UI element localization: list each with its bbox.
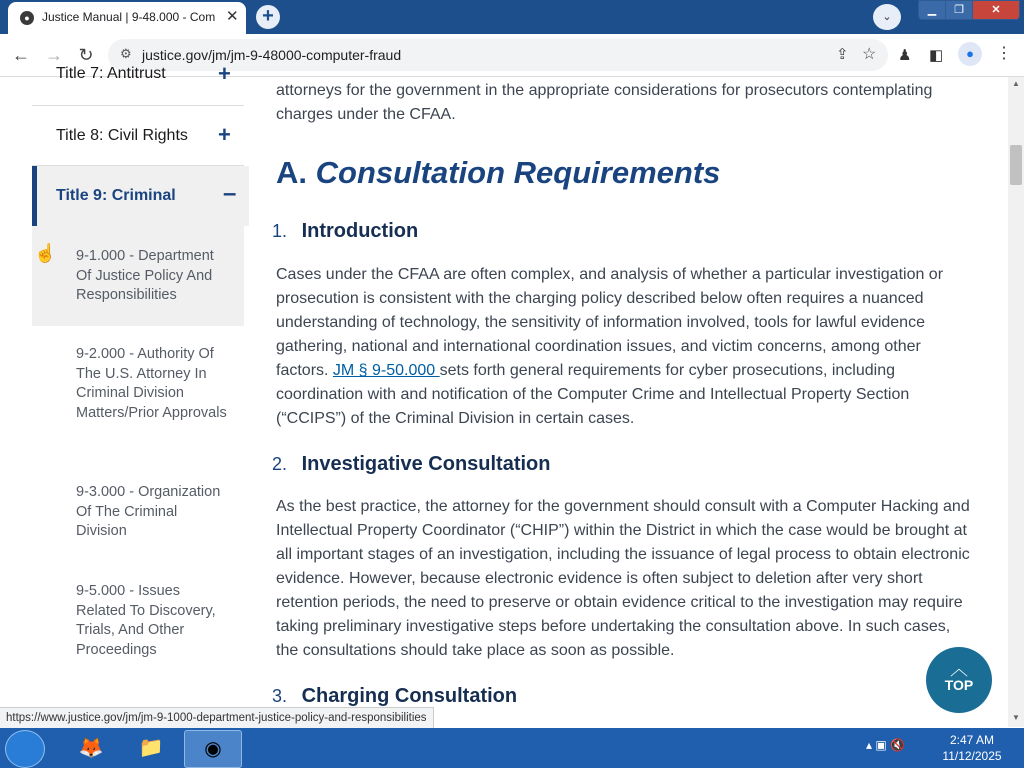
paragraph-text: sets forth general requirements for cyber prosecutions, including coordination with and notification of the Computer Crime and Intellectual Property Section (“CCIPS”) of the Criminal Division in certain cases. [276, 362, 910, 427]
subsection-title: Investigative Consultation [301, 453, 551, 475]
hand-cursor-icon: ☝ [34, 243, 57, 263]
back-button[interactable]: ← [12, 45, 30, 65]
sidebar-item-9-3000[interactable] [32, 483, 244, 543]
volume-muted-icon[interactable]: 🔇 [890, 738, 906, 752]
taskbar-app-icon[interactable]: 🦊 [78, 737, 104, 759]
tab-title: Justice Manual | 9-48.000 - Com [42, 10, 216, 24]
link-status-bar: https://www.justice.gov/jm/jm-9-1000-department-justice-policy-and-responsibilities [0, 707, 434, 729]
tab-close-icon[interactable]: ✕ [226, 8, 239, 25]
sidebar-nav [32, 61, 244, 707]
forward-button[interactable]: → [45, 45, 63, 65]
browser-tab[interactable] [8, 2, 246, 34]
window-maximize-button[interactable]: ❐ [945, 0, 973, 20]
sidebar-title-8-label: Title 8: Civil Rights [56, 127, 188, 144]
subsection-title: Charging Consultation [301, 685, 518, 707]
profile-avatar-icon[interactable]: ● [958, 42, 982, 66]
tray-expand-icon[interactable]: ▴ [866, 738, 873, 752]
heading-title: Consultation Requirements [315, 155, 721, 190]
clock-time: 2:47 AM [949, 733, 995, 747]
start-button[interactable] [5, 730, 45, 768]
introduction-paragraph [276, 263, 976, 431]
jm-9-50000-link[interactable]: JM § 9-50.000 [332, 362, 440, 379]
page-viewport [0, 61, 1008, 707]
sidebar-item-label[interactable]: 9-3.000 - Organization Of The Criminal Division [76, 484, 221, 539]
subsection-number: 3. [272, 686, 288, 706]
sidebar-item-9-2000[interactable] [32, 345, 244, 445]
taskbar-clock[interactable] [936, 732, 1008, 764]
site-info-icon[interactable]: ⚙ [120, 46, 132, 61]
url-text[interactable]: justice.gov/jm/jm-9-48000-computer-fraud [142, 47, 402, 63]
section-heading-a [276, 155, 720, 191]
tab-search-button[interactable]: ⌄ [873, 4, 901, 30]
subsection-title: Introduction [301, 220, 419, 242]
window-close-button[interactable]: ✕ [972, 0, 1020, 20]
sidebar-item-label[interactable]: 9-2.000 - Authority Of The U.S. Attorney In Criminal Division Matters/Prior Approvals [76, 346, 227, 421]
chrome-browser-icon[interactable]: ◉ [184, 730, 242, 768]
collapse-icon[interactable]: – [223, 180, 237, 207]
chevron-up-icon: ︿ [950, 659, 968, 679]
back-to-top-button[interactable] [926, 647, 992, 713]
back-to-top-label: TOP [944, 677, 974, 693]
subsection-number: 1. [272, 221, 288, 241]
sidebar-title-7[interactable] [32, 47, 244, 106]
new-tab-button[interactable]: + [256, 5, 280, 29]
doj-seal-icon: ● [20, 11, 34, 25]
sidebar-title-7-label: Title 7: Antitrust [56, 65, 166, 82]
subsection-heading-3 [272, 685, 517, 708]
extension-icon[interactable]: ♟ [898, 47, 912, 64]
system-tray[interactable] [866, 738, 905, 752]
investigative-consultation-paragraph: As the best practice, the attorney for the government should consult with a Computer Hacking and Intellectual Property Coordinator (“CHIP”) within the District in which the case would be brought at all important stages of an investigation, including the issuance of legal process to obtain electronic evidence. However, because electronic evidence is often subject to deletion after very short retention periods, the need to preserve or obtain evidence critical to the investigation may require taking preliminary investigative steps before undertaking the consultation above. In such cases, the consultations should take place as soon as possible. [276, 498, 970, 659]
browser-titlebar [0, 0, 1024, 34]
scrollbar-thumb[interactable] [1010, 145, 1022, 185]
share-icon[interactable]: ⇪ [836, 46, 849, 63]
sidebar-item-9-1000[interactable] [32, 226, 244, 326]
sidebar-item-label[interactable]: 9-1.000 - Department Of Justice Policy And Responsibilities [76, 248, 214, 303]
expand-icon[interactable]: + [218, 61, 231, 86]
reload-button[interactable]: ↻ [78, 45, 94, 65]
subsection-number: 2. [272, 454, 288, 474]
page-scrollbar[interactable] [1008, 77, 1024, 727]
sidebar-title-8[interactable] [32, 105, 244, 166]
browser-menu-icon[interactable]: ⋮ [996, 45, 1012, 62]
paragraph-text: Cases under the CFAA are often complex, and analysis of whether a particular investigation or prosecution is consistent with the charging policy described below often requires a nuanced understanding of technology, the sensitivity of information involved, tools for lawful evidence gathering, national and international coordination issues, and victim concerns, among other factors. [276, 266, 944, 379]
windows-taskbar [0, 728, 1024, 768]
subsection-heading-2 [272, 453, 551, 476]
window-minimize-button[interactable]: ▁ [918, 0, 946, 20]
side-panel-icon[interactable]: ◧ [929, 47, 944, 64]
subsection-heading-1 [272, 220, 418, 243]
scroll-up-arrow-icon[interactable]: ▲ [1012, 79, 1020, 88]
expand-icon[interactable]: + [218, 122, 231, 147]
sidebar-item-label[interactable]: 9-5.000 - Issues Related To Discovery, Trials, And Other Proceedings [76, 583, 216, 658]
scroll-down-arrow-icon[interactable]: ▼ [1012, 713, 1020, 722]
sidebar-item-9-5000[interactable] [32, 582, 244, 682]
bookmark-star-icon[interactable]: ☆ [862, 46, 877, 63]
file-explorer-icon[interactable]: 📁 [138, 737, 164, 759]
sidebar-title-9[interactable] [32, 166, 249, 226]
clock-date: 11/12/2025 [942, 749, 1002, 763]
sidebar-title-9-label: Title 9: Criminal [56, 187, 176, 204]
network-icon[interactable]: ▣ [875, 738, 887, 752]
intro-paragraph: attorneys for the government in the appropriate considerations for prosecutors contemplating charges under the CFAA. [276, 82, 933, 123]
heading-letter: A. [276, 155, 307, 190]
